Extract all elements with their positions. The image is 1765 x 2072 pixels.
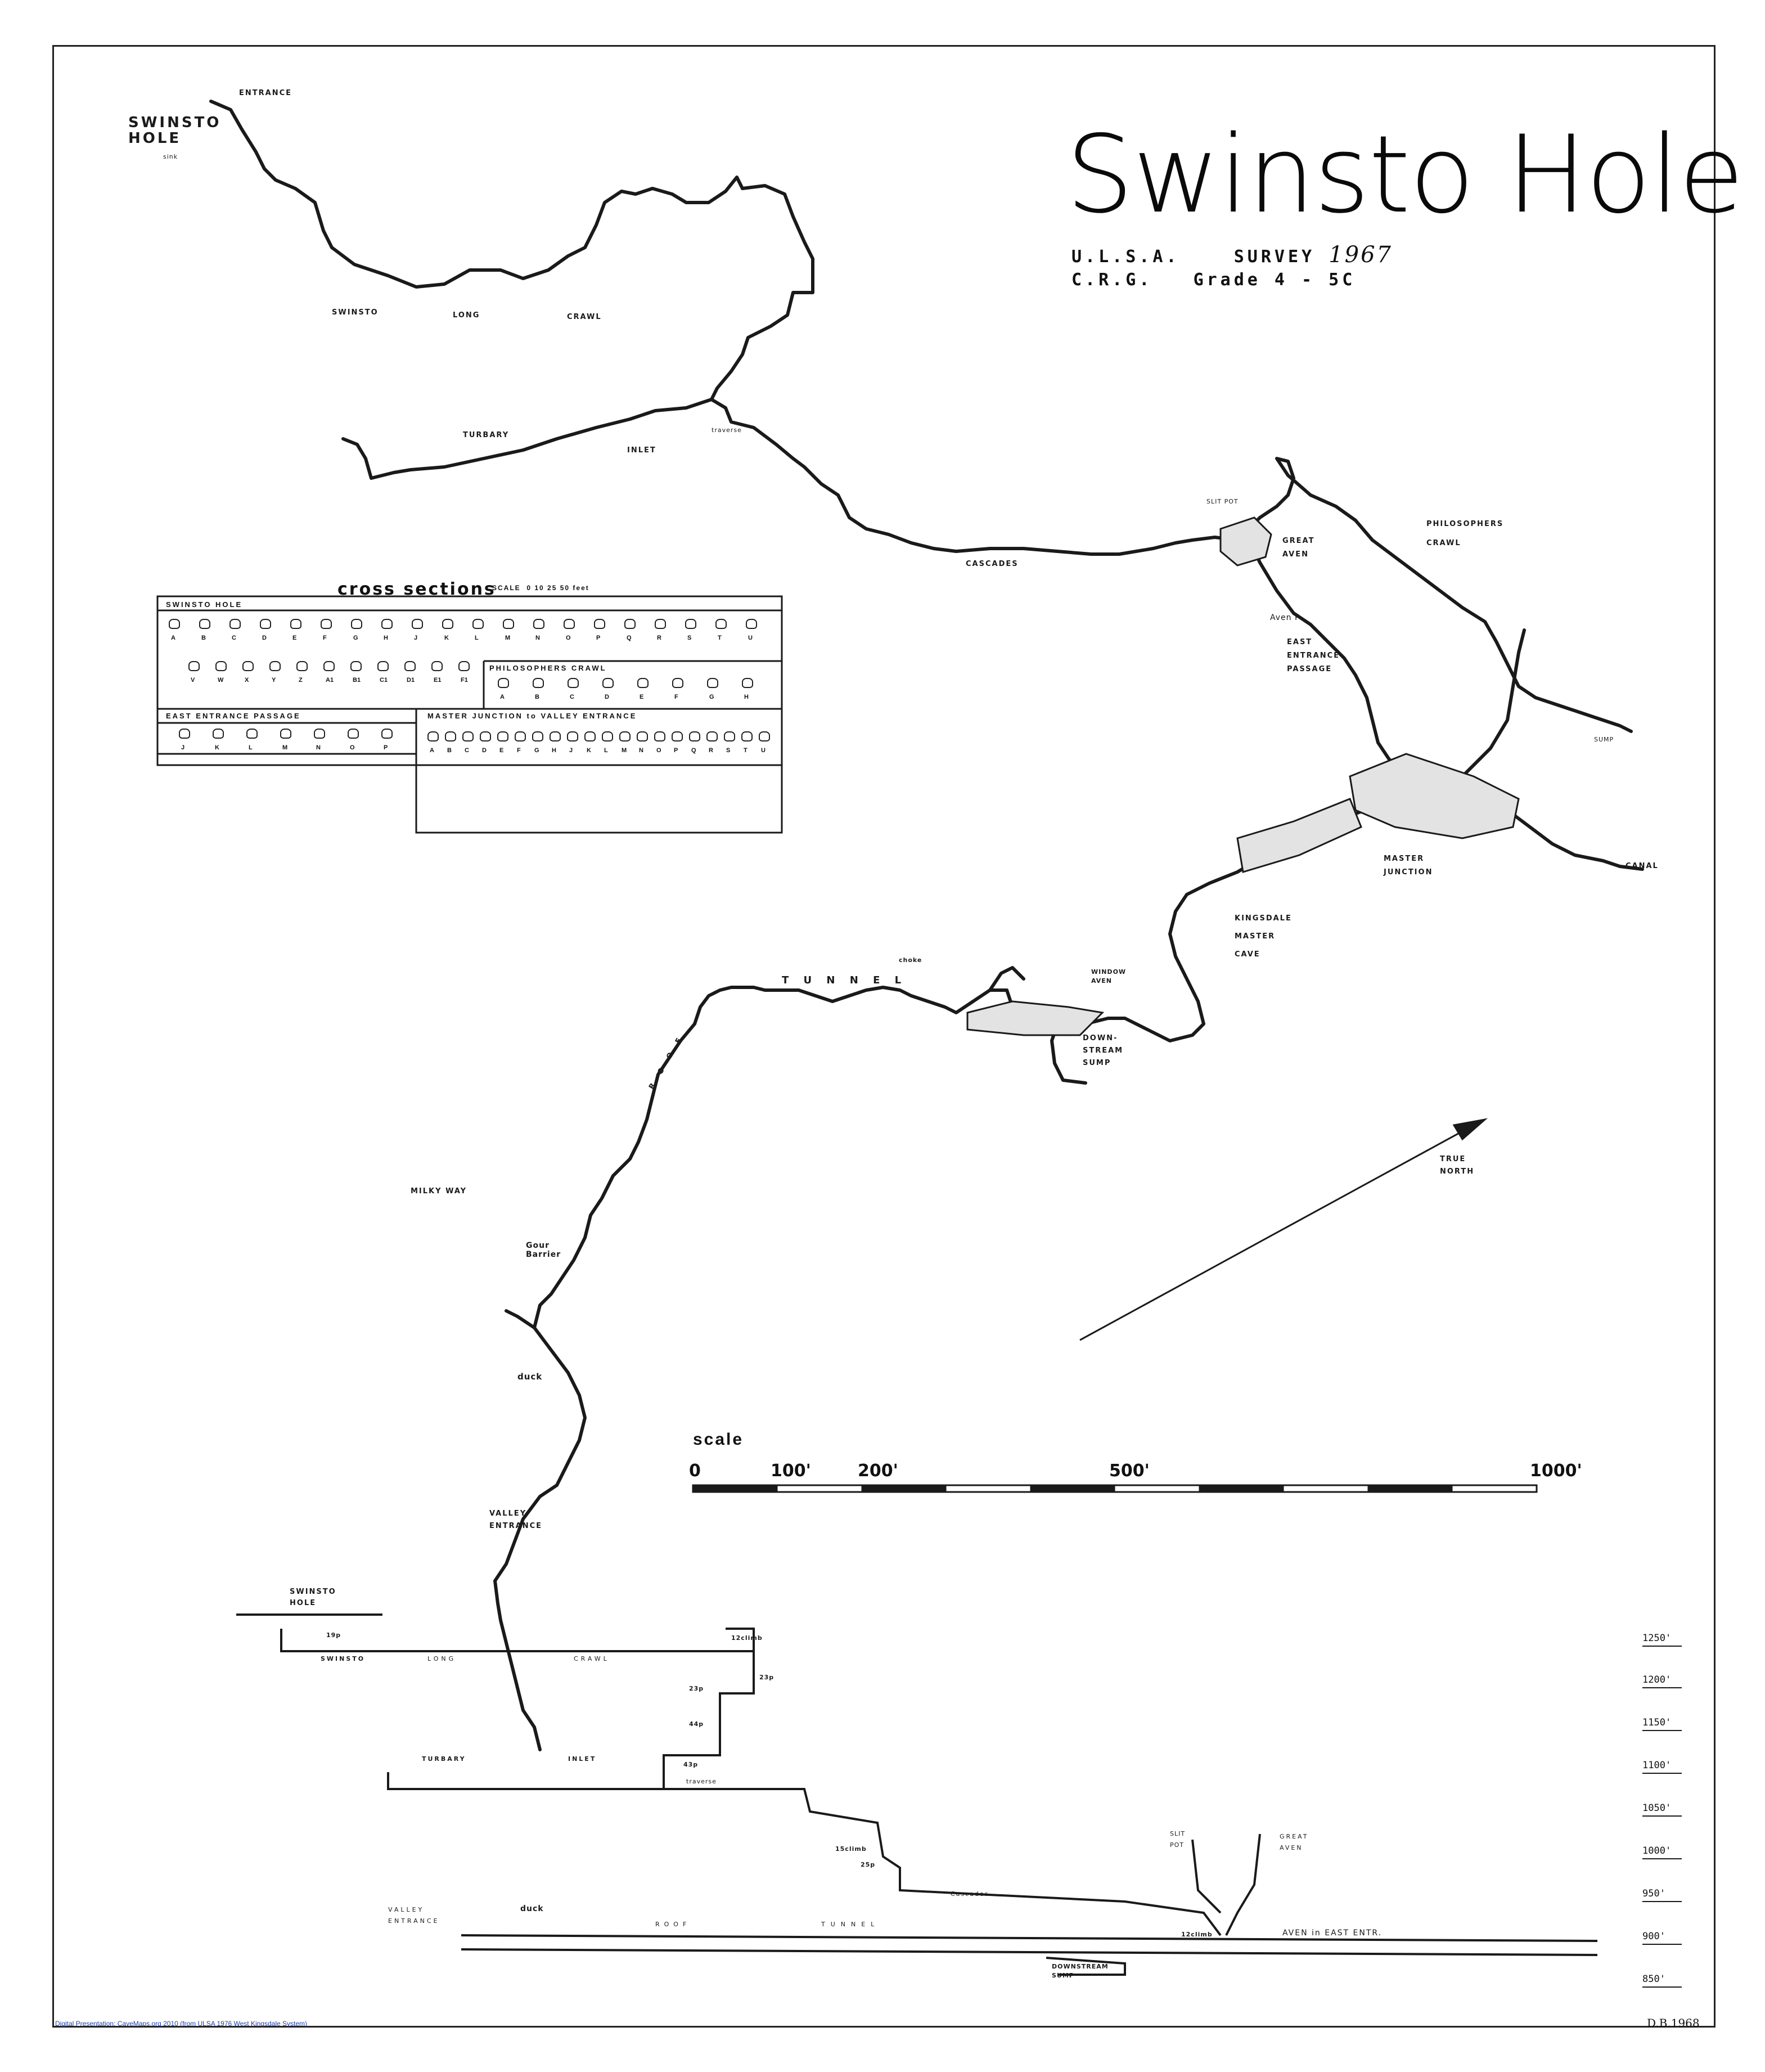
elevation-1050: 1050' [1642,1803,1672,1814]
cross-section-label: A [500,694,505,700]
cross-section-label: N [316,744,321,751]
cross-section-shape [442,619,453,629]
label-great-aven: GREAT AVEN [1282,537,1315,559]
passage-philosophers-crawl [1246,459,1631,731]
profile-label-slit-pot: SLIT POT [1170,1830,1186,1849]
profile-swinsto-long-crawl [281,1629,754,1651]
cross-section-label: M [282,744,288,751]
profile-label-43p: 43p [683,1761,699,1768]
scale-tick-200: 200' [858,1461,898,1481]
cross-section-label: B [447,747,452,754]
cross-section-shape [269,661,281,671]
cross-section-label: O [350,744,355,751]
label-canal: CANAL [1626,862,1659,870]
cross-section-shape [746,619,757,629]
elevation-950: 950' [1642,1888,1665,1899]
cross-section-shape [602,678,614,688]
cross-section-label: K [587,747,591,754]
cs-section-east-entrance: EAST ENTRANCE PASSAGE [166,712,301,720]
elevation-1000: 1000' [1642,1845,1672,1857]
label-sink: sink [163,153,178,160]
label-turbary: TURBARY [463,431,510,439]
cs-section-master-junction: MASTER JUNCTION to VALLEY ENTRANCE [427,712,637,720]
cross-section-shape [567,731,578,741]
profile-label-downstream-sump: DOWNSTREAM SUMP [1052,1963,1109,1979]
scale-tick-0: 0 [689,1461,701,1481]
label-master-junction: MASTER JUNCTION [1384,855,1433,877]
cross-section-label: B [535,694,539,700]
cross-section-shape [215,661,227,671]
label-philosophers-crawl: PHILOSOPHERS CRAWL [1426,520,1504,547]
label-slit-pot: SLIT POT [1206,498,1239,505]
profile-label-crawl: CRAWL [574,1655,610,1662]
cross-section-shape [655,619,666,629]
cross-section-shape [498,678,509,688]
cross-section-label: D [262,635,267,641]
passage-window-aven [990,968,1024,990]
cross-section-label: A [430,747,434,754]
label-gour-barrier: Gour Barrier [526,1241,561,1259]
survey-year: 1967 [1329,242,1393,268]
cross-section-shape [480,731,491,741]
cross-section-shape [624,619,636,629]
survey-grade: Grade 4 - 5C [1193,270,1356,290]
cross-section-label: W [218,677,224,684]
cross-section-shape [179,729,190,739]
cross-section-shape [637,678,649,688]
cross-section-shape [568,678,579,688]
cross-section-label: T [718,635,722,641]
scale-title: scale [693,1430,744,1449]
cross-section-shape [427,731,439,741]
cross-section-shape [260,619,271,629]
cross-section-label: U [748,635,753,641]
cross-section-label: Q [627,635,632,641]
profile-tunnel-roof [461,1949,1597,1955]
cross-section-label: E [499,747,504,754]
cross-section-label: D1 [407,677,415,684]
cross-section-shape [246,729,258,739]
survey-group: C.R.G. [1071,270,1153,290]
cross-section-label: L [475,635,479,641]
cross-section-shape [706,731,718,741]
cross-section-label: M [622,747,627,754]
profile-label-roof: ROOF [655,1921,691,1928]
cross-section-label: N [639,747,643,754]
cross-section-shape [242,661,254,671]
cross-section-label: H [384,635,388,641]
elevation-1150: 1150' [1642,1717,1672,1728]
label-choke: choke [899,956,922,964]
cross-section-label: D [482,747,487,754]
cross-section-label: P [674,747,678,754]
chamber-master-junction [1350,754,1519,838]
label-east-entrance: EAST ENTRANCE PASSAGE [1287,638,1340,673]
label-cascades: CASCADES [966,560,1019,568]
cross-section-shape [188,661,200,671]
cross-section-label: N [535,635,540,641]
cross-section-shape [497,731,508,741]
cross-section-shape [351,619,362,629]
cross-section-shape [431,661,443,671]
cross-section-label: F1 [461,677,468,684]
label-sump: SUMP [1594,736,1614,743]
cross-section-label: C [465,747,469,754]
elevation-1250: 1250' [1642,1633,1672,1644]
cross-section-shape [515,731,526,741]
cross-section-shape [445,731,456,741]
cross-section-shape [707,678,718,688]
label-roof: R O O F [647,1032,686,1091]
cross-section-shape [654,731,665,741]
passage-turbary-inlet [343,399,1246,554]
profile-label-15climb: 15climb [835,1845,867,1853]
cross-section-shape [619,731,631,741]
cross-section-shape [404,661,416,671]
profile-tunnel-floor [461,1935,1597,1941]
scale-tick-500: 500' [1109,1461,1150,1481]
cross-section-shape [348,729,359,739]
cross-section-label: H [552,747,556,754]
cross-section-shape [533,619,544,629]
cross-section-label: U [761,747,766,754]
cross-section-shape [724,731,735,741]
profile-label-duck: duck [520,1904,544,1913]
passage-milky-way-branch [506,1311,534,1328]
label-window-aven: WINDOW AVEN [1091,968,1127,985]
cross-section-label: E1 [434,677,442,684]
true-north-arrow [1080,1120,1485,1340]
cross-section-label: D [605,694,609,700]
cross-section-shape [381,619,393,629]
profile-label-23p-left: 23p [689,1685,704,1692]
scale-tick-1000: 1000' [1530,1461,1582,1481]
cross-section-label: P [384,744,388,751]
cross-section-label: F [517,747,521,754]
cross-sections-scale-label: SCALE [492,584,521,592]
cross-section-shape [672,731,683,741]
label-duck: duck [517,1372,543,1382]
cross-section-shape [280,729,291,739]
cross-section-shape [550,731,561,741]
cross-section-label: A [171,635,175,641]
cross-sections-lower-frame [416,709,782,833]
label-crawl: CRAWL [567,313,602,321]
cross-section-shape [594,619,605,629]
cross-section-shape [296,661,308,671]
profile-label-great-aven: GREAT AVEN [1280,1833,1309,1851]
cross-section-shape [564,619,575,629]
cross-section-label: J [569,747,573,754]
cross-section-label: M [505,635,511,641]
cross-section-label: O [566,635,571,641]
cross-section-label: R [657,635,661,641]
profile-label-turbary: TURBARY [422,1755,466,1763]
cross-sections-scale-values: 0 10 25 50 feet [526,584,589,592]
label-true-north: TRUE NORTH [1440,1155,1475,1176]
scale-tick-100: 100' [771,1461,811,1481]
cross-section-label: H [744,694,749,700]
profile-great-aven [1226,1834,1260,1935]
cross-section-label: G [534,747,539,754]
label-swinsto: SWINSTO [332,308,379,317]
profile-label-23p-right: 23p [759,1674,775,1681]
cross-section-label: L [604,747,608,754]
cross-section-shape [742,678,753,688]
passage-swinsto-long-crawl [211,101,813,399]
elevation-900: 900' [1642,1931,1665,1942]
chamber-downstream [967,1001,1102,1035]
label-kingsdale-master-cave: KINGSDALE MASTER CAVE [1235,914,1292,959]
cross-section-shape [584,731,596,741]
profile-label-tunnel: TUNNEL [821,1921,880,1928]
profile-shafts [664,1651,754,1789]
profile-turbary [388,1772,1221,1935]
signature: D.B.1968 [1647,2016,1700,2030]
cross-section-shape [715,619,727,629]
profile-label-12climb: 12climb [731,1634,763,1642]
cross-section-label: A1 [326,677,334,684]
label-milky-way: MILKY WAY [411,1187,467,1195]
passage-master-junction [1440,630,1524,782]
cross-section-shape [602,731,613,741]
label-valley-entrance: VALLEY ENTRANCE [489,1509,542,1530]
cross-section-shape [741,731,753,741]
cross-section-shape [685,619,696,629]
survey-org: U.L.S.A. [1071,247,1180,267]
cross-section-label: F [323,635,327,641]
cross-section-label: O [656,747,661,754]
cross-section-label: X [245,677,249,684]
profile-label-swinsto: SWINSTO [321,1655,366,1662]
profile-label-25p: 25p [861,1861,876,1868]
cross-section-shape [472,619,484,629]
survey-line-2 [1071,270,1356,290]
cross-section-shape [503,619,514,629]
label-aven-p: Aven P [1270,613,1300,622]
cross-section-label: K [215,744,219,751]
cross-section-shape [533,678,544,688]
elevation-1200: 1200' [1642,1674,1672,1686]
cross-section-shape [672,678,683,688]
label-long: LONG [453,311,480,320]
cross-section-label: S [726,747,731,754]
cross-section-label: B1 [353,677,361,684]
cross-section-label: G [709,694,714,700]
label-inlet: INLET [627,446,656,455]
survey-line-1 [1071,242,1393,268]
chamber-great-aven [1221,518,1271,565]
cross-section-shape [290,619,301,629]
cross-section-label: Q [691,747,696,754]
cross-section-label: G [353,635,358,641]
cross-section-label: J [414,635,418,641]
cross-section-shape [637,731,648,741]
chamber-master-cave [1237,799,1361,872]
cross-section-shape [323,661,335,671]
cross-section-label: C1 [380,677,388,684]
cross-section-shape [350,661,362,671]
cross-section-label: B [201,635,206,641]
cross-section-label: S [687,635,692,641]
page-title: Swinsto Hole [1066,113,1744,237]
profile-label-19p: 19p [326,1631,341,1639]
cross-section-label: R [709,747,713,754]
cross-section-shape [377,661,389,671]
cross-section-label: Z [299,677,303,684]
cross-section-shape [462,731,474,741]
cross-section-label: Y [272,677,276,684]
cross-sections-scale [492,584,589,592]
profile-label-long: LONG [427,1655,457,1662]
corner-swinsto-hole: SWINSTO HOLE [128,114,222,147]
cross-section-shape [381,729,393,739]
cross-sections-title: cross sections [337,579,496,599]
cross-section-label: L [249,744,253,751]
elevation-850: 850' [1642,1974,1665,1985]
cross-section-shape [759,731,770,741]
credit-line: Digital Presentation: CaveMaps.org 2010 (from ULSA 1976 West Kingsdale System) [55,2020,307,2028]
cross-section-shape [213,729,224,739]
cross-section-shape [314,729,325,739]
cross-section-label: K [444,635,449,641]
cross-section-label: T [744,747,748,754]
cross-section-label: V [191,677,195,684]
cross-section-shape [321,619,332,629]
profile-label-swinsto-hole: SWINSTO HOLE [290,1588,336,1607]
profile-label-12climb-lower: 12climb [1181,1931,1213,1938]
cross-section-label: J [181,744,185,751]
label-traverse: traverse [712,426,742,434]
label-downstream-sump: DOWN- STREAM SUMP [1083,1034,1124,1067]
cross-section-label: F [674,694,678,700]
profile-label-valley-entrance: VALLEY ENTRANCE [388,1906,440,1925]
cs-section-swinsto: SWINSTO HOLE [166,600,243,609]
cross-section-shape [412,619,423,629]
survey-label: SURVEY [1233,247,1316,267]
cross-section-shape [229,619,241,629]
profile-label-inlet: INLET [568,1755,597,1763]
cross-section-shape [199,619,210,629]
label-entrance: ENTRANCE [239,89,292,97]
label-tunnel: T U N N E L [782,974,907,986]
cs-section-philosophers: PHILOSOPHERS CRAWL [489,664,607,672]
cross-section-label: C [232,635,236,641]
scale-bar [693,1485,1537,1492]
profile-label-traverse: traverse [686,1778,717,1785]
cross-section-shape [532,731,543,741]
cross-section-label: P [596,635,601,641]
cross-section-shape [169,619,180,629]
cross-section-shape [689,731,700,741]
profile-label-cascades: Cascades [951,1890,989,1898]
cross-section-label: E [292,635,297,641]
elevation-1100: 1100' [1642,1760,1672,1771]
cross-section-label: E [640,694,644,700]
profile-label-aven-east: AVEN in EAST ENTR. [1282,1929,1383,1938]
cross-section-label: C [570,694,574,700]
cross-section-shape [458,661,470,671]
profile-label-44p: 44p [689,1720,704,1728]
